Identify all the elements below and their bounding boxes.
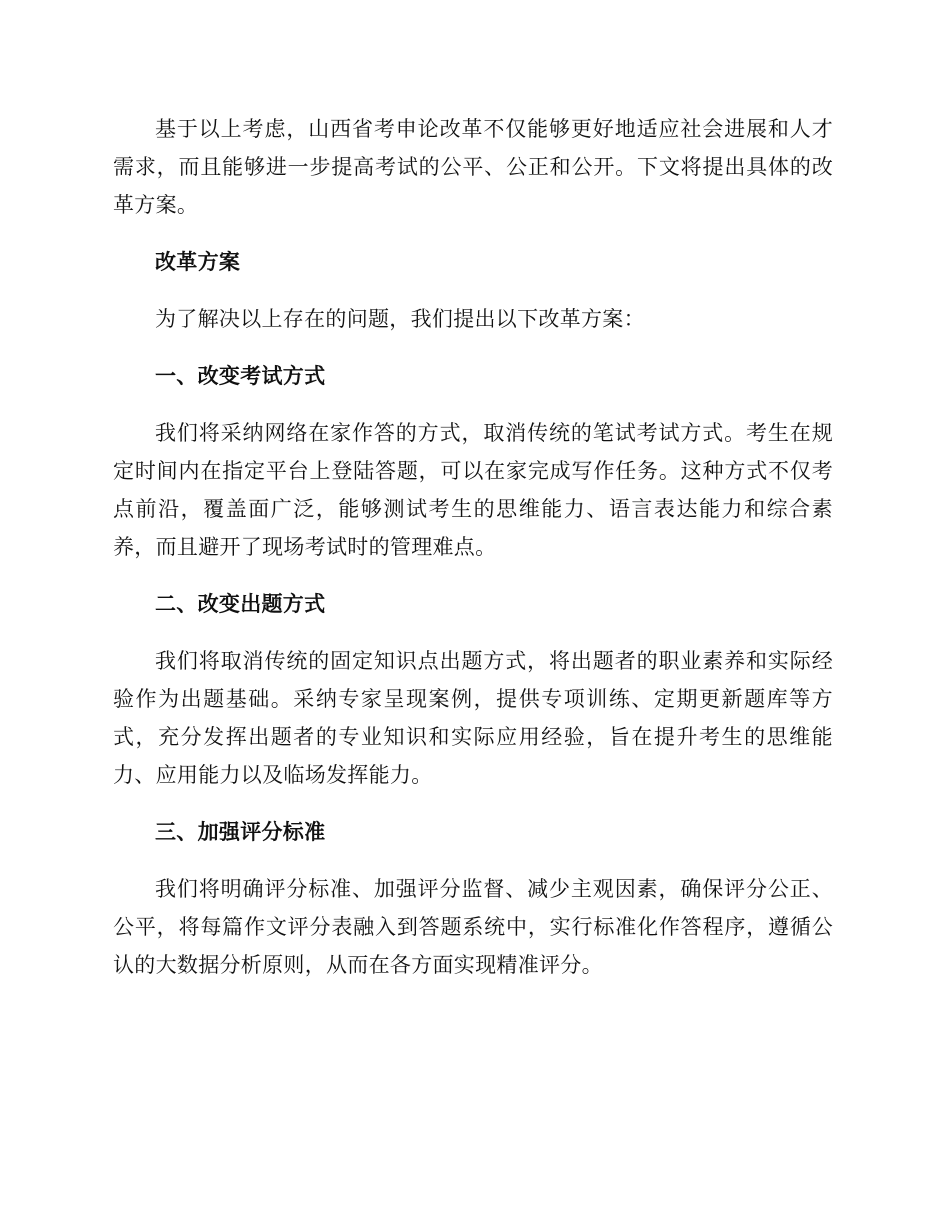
lead-paragraph: 为了解决以上存在的问题，我们提出以下改革方案： [155,307,645,331]
paragraph-change-exam-method: 我们将采纳网络在家作答的方式，取消传统的笔试考试方式。考生在规定时间内在指定平台上登陆答题，可以在家完成写作任务。这种方式不仅考点前沿，覆盖面广泛，能够测试考生的思维能力、语言表达能力和综合素养，而且避开了现场考试时的管理难点。 [113,421,833,559]
heading-change-exam-method: 一、改变考试方式 [155,364,326,388]
paragraph-change-question-method: 我们将取消传统的固定知识点出题方式，将出题者的职业素养和实际经验作为出题基础。采纳专家呈现案例，提供专项训练、定期更新题库等方式，充分发挥出题者的专业知识和实际应用经验，旨在提升考生的思维能力、应用能力以及临场发挥能力。 [113,649,833,787]
intro-paragraph: 基于以上考虑，山西省考申论改革不仅能够更好地适应社会进展和人才需求，而且能够进一步提高考试的公平、公正和公开。下文将提出具体的改革方案。 [113,117,833,217]
document-body [113,110,833,1003]
section-title: 改革方案 [155,250,241,274]
heading-strengthen-scoring: 三、加强评分标准 [155,820,326,844]
heading-change-question-method: 二、改变出题方式 [155,592,326,616]
paragraph-strengthen-scoring: 我们将明确评分标准、加强评分监督、减少主观因素，确保评分公正、公平，将每篇作文评分表融入到答题系统中，实行标准化作答程序，遵循公认的大数据分析原则，从而在各方面实现精准评分。 [113,877,833,977]
